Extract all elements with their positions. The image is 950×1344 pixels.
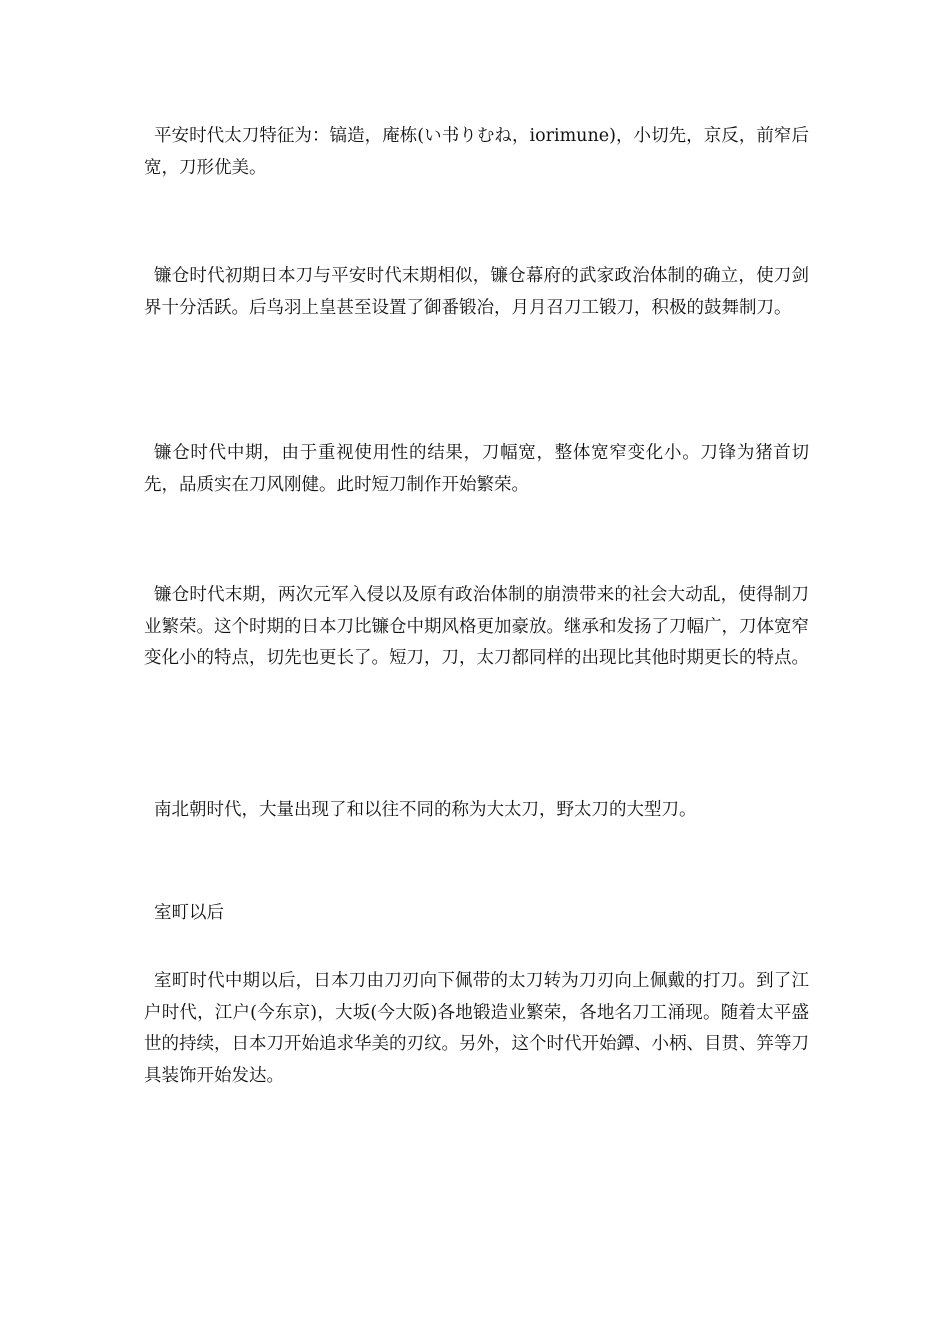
section-heading-muromachi: 室町以后 bbox=[154, 903, 224, 923]
paragraph-heian-era: 平安时代太刀特征为：镐造，庵栋(い书りむね，iorimune)，小切先，京反，前窄后宽，刀形优美。 bbox=[144, 126, 809, 178]
paragraph-muromachi-edo: 室町时代中期以后，日本刀由刀刃向下佩带的太刀转为刀刃向上佩戴的打刀。到了江户时代，江户(今东京)，大坂(今大阪)各地锻造业繁荣，各地名刀工涌现。随着太平盛世的持续，日本刀开始追求华美的刃纹。另外，这个时代开始鐔、小柄、目贯、笄等刀具装饰开始发达。 bbox=[144, 971, 809, 1086]
paragraph-nanbokucho: 南北朝时代，大量出现了和以往不同的称为大太刀，野太刀的大型刀。 bbox=[154, 800, 697, 820]
paragraph-mid-kamakura: 镰仓时代中期，由于重视使用性的结果，刀幅宽，整体宽窄变化小。刀锋为猪首切先，品质实在刀风刚健。此时短刀制作开始繁荣。 bbox=[144, 443, 809, 495]
paragraph-early-kamakura: 镰仓时代初期日本刀与平安时代末期相似，镰仓幕府的武家政治体制的确立，使刀剑界十分活跃。后鸟羽上皇甚至设置了御番锻冶，月月召刀工锻刀，积极的鼓舞制刀。 bbox=[144, 266, 809, 318]
paragraph-late-kamakura: 镰仓时代末期，两次元军入侵以及原有政治体制的崩溃带来的社会大动乱，使得制刀业繁荣。这个时期的日本刀比镰仓中期风格更加豪放。继承和发扬了刀幅广，刀体宽窄变化小的特点，切先也更长了。短刀，刀，太刀都同样的出现比其他时期更长的特点。 bbox=[144, 585, 809, 668]
